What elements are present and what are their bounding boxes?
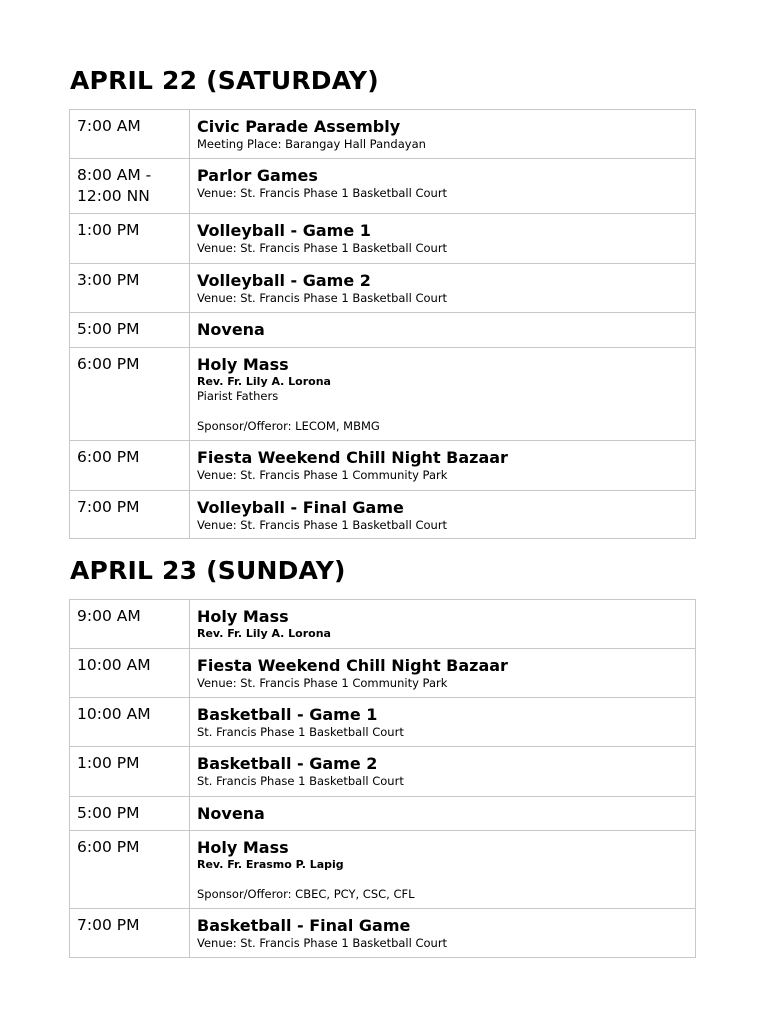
event-title: Basketball - Game 1	[197, 705, 378, 724]
event-details	[190, 159, 696, 214]
event-title: Basketball - Game 2	[197, 754, 378, 773]
event-title: Volleyball - Game 1	[197, 221, 371, 240]
event-row	[70, 649, 696, 698]
event-details	[190, 264, 696, 313]
event-row	[70, 159, 696, 214]
event-row	[70, 909, 696, 958]
event-detail-line: Venue: St. Francis Phase 1 Basketball Court	[197, 291, 448, 305]
event-time: 7:00 PM	[70, 909, 190, 958]
event-title: Civic Parade Assembly	[197, 117, 401, 136]
event-detail-line: Venue: St. Francis Phase 1 Community Park	[197, 676, 448, 690]
event-row	[70, 214, 696, 264]
event-details	[190, 313, 696, 348]
event-title: Volleyball - Game 2	[197, 271, 371, 290]
event-detail-line: Meeting Place: Barangay Hall Pandayan	[197, 137, 426, 151]
event-details	[190, 797, 696, 831]
event-details	[190, 214, 696, 264]
event-row	[70, 747, 696, 797]
event-detail-line: Piarist Fathers	[197, 389, 279, 403]
schedule-table	[69, 599, 696, 958]
day-heading: APRIL 23 (SUNDAY)	[70, 556, 346, 585]
event-row	[70, 600, 696, 649]
event-title: Novena	[197, 320, 265, 339]
event-officiant: Rev. Fr. Lily A. Lorona	[197, 375, 331, 388]
event-detail-line: Venue: St. Francis Phase 1 Community Park	[197, 468, 448, 482]
event-detail-line: Venue: St. Francis Phase 1 Basketball Court	[197, 936, 448, 950]
event-time: 7:00 AM	[70, 110, 190, 159]
event-details	[190, 491, 696, 539]
event-details	[190, 698, 696, 747]
event-time: 5:00 PM	[70, 797, 190, 831]
event-time: 1:00 PM	[70, 747, 190, 797]
schedule-table	[69, 109, 696, 539]
event-row	[70, 831, 696, 909]
event-detail-line: Venue: St. Francis Phase 1 Basketball Court	[197, 241, 448, 255]
event-officiant: Rev. Fr. Lily A. Lorona	[197, 627, 331, 640]
event-details	[190, 441, 696, 491]
event-row	[70, 110, 696, 159]
event-time: 6:00 PM	[70, 348, 190, 441]
event-time: 8:00 AM - 12:00 NN	[70, 159, 190, 214]
event-title: Holy Mass	[197, 838, 289, 857]
event-details	[190, 348, 696, 441]
event-details	[190, 600, 696, 649]
event-time: 3:00 PM	[70, 264, 190, 313]
event-title: Basketball - Final Game	[197, 916, 411, 935]
event-row	[70, 797, 696, 831]
event-time: 7:00 PM	[70, 491, 190, 539]
event-details	[190, 649, 696, 698]
event-detail-line: St. Francis Phase 1 Basketball Court	[197, 725, 404, 739]
event-detail-line: Venue: St. Francis Phase 1 Basketball Court	[197, 186, 448, 200]
event-title: Fiesta Weekend Chill Night Bazaar	[197, 656, 508, 675]
event-title: Holy Mass	[197, 607, 289, 626]
event-detail-line: St. Francis Phase 1 Basketball Court	[197, 774, 404, 788]
event-title: Parlor Games	[197, 166, 318, 185]
event-title: Holy Mass	[197, 355, 289, 374]
event-row	[70, 441, 696, 491]
event-title: Volleyball - Final Game	[197, 498, 404, 517]
event-details	[190, 747, 696, 797]
event-time: 6:00 PM	[70, 441, 190, 491]
event-time: 1:00 PM	[70, 214, 190, 264]
day-heading: APRIL 22 (SATURDAY)	[70, 66, 379, 95]
event-time: 6:00 PM	[70, 831, 190, 909]
event-detail-line: Venue: St. Francis Phase 1 Basketball Court	[197, 518, 448, 532]
event-title: Novena	[197, 804, 265, 823]
event-row	[70, 491, 696, 539]
event-title: Fiesta Weekend Chill Night Bazaar	[197, 448, 508, 467]
event-sponsor: Sponsor/Offeror: LECOM, MBMG	[197, 419, 380, 433]
event-officiant: Rev. Fr. Erasmo P. Lapig	[197, 858, 344, 871]
event-sponsor: Sponsor/Offeror: CBEC, PCY, CSC, CFL	[197, 887, 415, 901]
event-row	[70, 698, 696, 747]
event-row	[70, 313, 696, 348]
event-row	[70, 348, 696, 441]
event-details	[190, 909, 696, 958]
event-time: 9:00 AM	[70, 600, 190, 649]
event-details	[190, 110, 696, 159]
event-row	[70, 264, 696, 313]
event-time: 10:00 AM	[70, 698, 190, 747]
event-details	[190, 831, 696, 909]
event-time: 5:00 PM	[70, 313, 190, 348]
event-time: 10:00 AM	[70, 649, 190, 698]
